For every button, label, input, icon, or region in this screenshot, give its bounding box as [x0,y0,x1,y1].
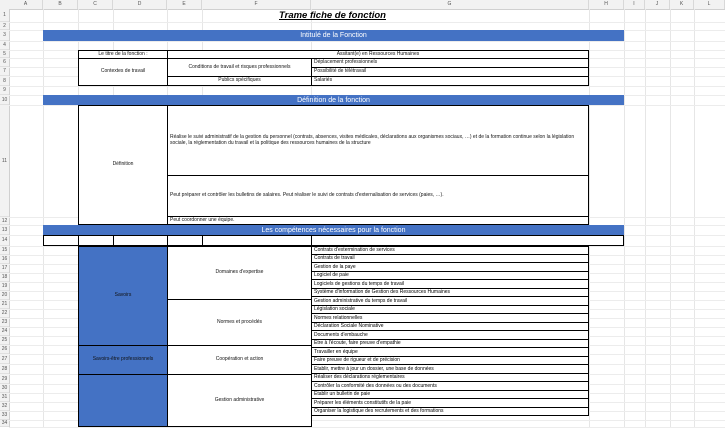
row-header[interactable]: 27 [0,354,9,364]
competence-item-cell[interactable]: Gestion administrative du temps de travail [311,297,589,306]
section-band-competences: Les compétences nécessaires pour la fonction [43,225,624,235]
column-header[interactable]: L [694,0,725,9]
competence-item-cell[interactable]: Logiciels de gestions du temps de travail [311,280,589,289]
row-header[interactable]: 12 [1,217,8,224]
row-header[interactable]: 23 [1,319,8,325]
column-header[interactable]: E [167,0,202,9]
competence-item-cell[interactable]: Être à l'écoute, faire preuve d'empathie [311,340,589,349]
competence-item-cell[interactable]: Système d'information de Gestion des Ressources Humaines [311,289,589,298]
row-header[interactable]: 34 [1,420,8,426]
column-header[interactable]: I [624,0,645,9]
titre-value-cell[interactable]: Assitant(e) en Ressources Humaines [167,50,589,59]
section-band-definition: Définition de la fonction [43,95,624,105]
row-header[interactable]: 14 [0,235,9,246]
definition-paragraph-cell[interactable]: Peut coordonner une équipe. [167,216,589,225]
row-header[interactable]: 4 [0,41,9,50]
row-header[interactable]: 28 [0,364,9,374]
savoirs-label-cell[interactable]: Savoirs [78,246,168,346]
titre-label-cell[interactable]: Le titre de la fonction : [78,50,168,59]
row-header[interactable]: 30 [1,385,8,391]
column-header[interactable]: G [311,0,589,9]
column-header[interactable]: B [43,0,78,9]
column-header[interactable]: K [670,0,694,9]
row-header[interactable]: 21 [1,301,8,307]
conditions-value-cell[interactable]: Déplacement professionnels [311,58,589,68]
definition-paragraph-cell[interactable]: Peut préparer et contrôler les bulletins de salaires. Peut réaliser le suivi de contrats d'externalisation de services (paies, …). [167,175,589,217]
savoir-etre-label-cell[interactable]: Savoirs-être professionnels [78,345,168,375]
row-header[interactable]: 25 [1,337,8,343]
row-header[interactable]: 8 [0,76,9,86]
conditions-label-cell[interactable]: Conditions de travail et risques professionnels [167,58,312,77]
competence-item-cell[interactable]: Législation sociale [311,306,589,315]
row-header[interactable]: 18 [1,274,8,280]
empty-cell[interactable] [78,235,114,246]
row-header[interactable]: 15 [1,247,8,253]
competence-item-cell[interactable]: Réaliser des déclarations réglementaires [311,374,589,383]
contextes-label-cell[interactable]: Contextes de travail [78,58,168,86]
competence-item-cell[interactable]: Contrats de travail [311,255,589,264]
competence-item-cell[interactable]: Préparer les éléments constitutifs de la paie [311,399,589,408]
row-header[interactable]: 10 [0,95,9,105]
publics-label-cell[interactable]: Publics spécifiques [167,76,312,86]
row-header[interactable]: 17 [1,265,8,271]
grid-line [9,22,725,23]
row-header[interactable]: 3 [0,30,9,41]
row-header[interactable]: 33 [1,412,8,418]
row-header[interactable]: 24 [1,328,8,334]
competence-item-cell[interactable]: Contrats d'extermination de services [311,246,589,255]
grid-line [9,41,725,42]
section-band-intitule: Intitulé de la Fonction [43,30,624,41]
competence-item-cell[interactable]: Documents d'embauche [311,331,589,340]
row-header[interactable]: 26 [1,346,8,352]
empty-cell[interactable] [202,235,312,246]
row-header[interactable]: 9 [0,86,9,95]
competence-item-cell[interactable]: Faire preuve de rigueur et de précision [311,357,589,366]
row-header[interactable]: 7 [0,67,9,76]
competence-item-cell[interactable]: Contrôler la conformité des données ou des documents [311,382,589,391]
row-header[interactable]: 19 [1,283,8,289]
column-header[interactable]: H [589,0,624,9]
empty-cell[interactable] [167,235,203,246]
competence-item-cell[interactable]: Logiciel de paie [311,272,589,281]
cooperation-label-cell[interactable]: Coopération et action [167,345,312,375]
column-header[interactable]: A [9,0,43,9]
row-header[interactable]: 20 [1,292,8,298]
definition-label-cell[interactable]: Définition [78,105,168,225]
empty-cell[interactable] [43,235,79,246]
publics-value-cell[interactable]: Salariés [311,76,589,86]
domaines-label-cell[interactable]: Domaines d'expertise [167,246,312,300]
row-header[interactable]: 6 [0,58,9,67]
row-header[interactable]: 32 [1,403,8,409]
column-header[interactable]: F [202,0,311,9]
row-header[interactable]: 2 [0,22,9,30]
page-title: Trame fiche de fonction [279,10,386,21]
row-header[interactable]: 1 [0,9,9,22]
gestion-label-cell[interactable]: Gestion administrative [167,374,312,427]
competence-item-cell[interactable]: Etablir, mettre à jour un dossier, une base de données [311,365,589,374]
column-header[interactable]: D [113,0,167,9]
competence-item-cell[interactable]: Déclaration Sociale Nominative [311,323,589,332]
empty-cell[interactable] [113,235,168,246]
savoir-faire-label-cell[interactable] [78,374,168,427]
row-header[interactable]: 22 [1,310,8,316]
competence-item-cell[interactable]: Gestion de la paye [311,263,589,272]
grid-line [9,86,725,87]
row-header[interactable]: 13 [0,225,9,235]
competence-item-cell[interactable]: Normes relationnelles [311,314,589,323]
column-header[interactable]: C [78,0,113,9]
row-header[interactable]: 31 [1,394,8,400]
column-header[interactable]: J [645,0,670,9]
competence-item-cell[interactable]: Travailler en équipe [311,348,589,357]
row-header[interactable]: 29 [0,374,9,384]
empty-cell[interactable] [311,235,624,246]
competence-item-cell[interactable]: Etablir un bulletin de paie [311,391,589,400]
row-header[interactable]: 16 [1,256,8,262]
definition-paragraph-cell[interactable]: Réalise le suivi administratif de la gestion du personnel (contrats, absences, visites médicales, déclarations aux organismes sociaux, …) et de la formation continue selon la législation sociale, la réglementation du travail et la politique des ressources humaines de la structure [167,105,589,176]
competence-item-cell[interactable]: Organiser la logistique des recrutements et des formations [311,408,589,417]
row-header[interactable]: 5 [0,50,9,58]
normes-label-cell[interactable]: Normes et procédés [167,299,312,346]
conditions-value-cell[interactable]: Possibilité de télétravail [311,67,589,77]
row-header[interactable]: 11 [0,105,9,217]
